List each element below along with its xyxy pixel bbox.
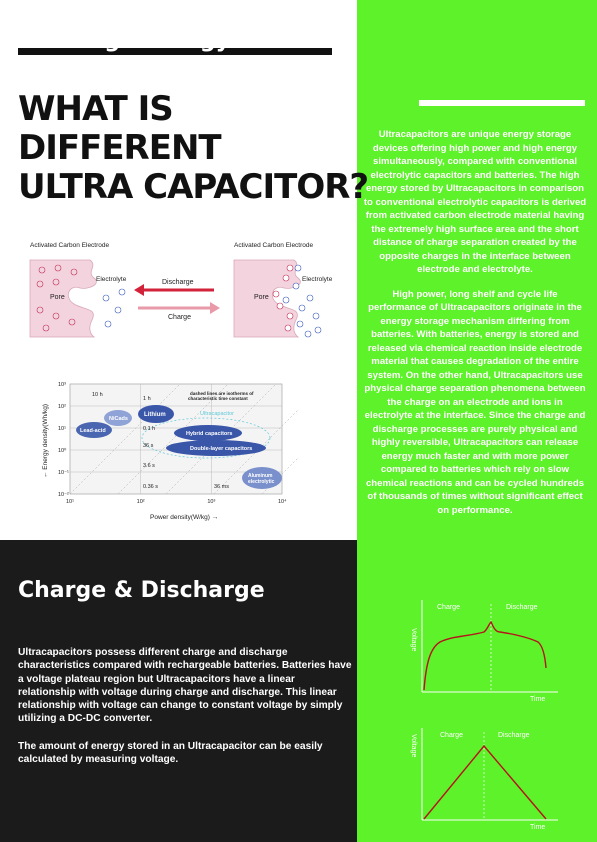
graph1-discharge-label: Discharge <box>506 604 538 611</box>
heading-line: ULTRA CAPACITOR? <box>18 167 369 207</box>
charge-discharge-body <box>18 646 352 780</box>
graph1-charge-label: Charge <box>437 604 460 611</box>
graph2-discharge-label: Discharge <box>498 732 530 739</box>
ragone-y-tick: 10² <box>58 404 66 410</box>
ragone-region-label: NiCads <box>109 416 128 422</box>
battery-voltage-graph <box>400 594 560 704</box>
ragone-time-label: 0.1 h <box>143 426 156 432</box>
ragone-time-label: 0.36 s <box>143 484 158 490</box>
ragone-y-tick: 10³ <box>58 382 66 388</box>
ragone-region-label: Hybrid capacitors <box>186 431 233 437</box>
ragone-y-tick: 10⁰ <box>58 448 67 454</box>
ragone-plot <box>38 370 298 522</box>
sidebar-body <box>363 128 587 528</box>
ragone-x-tick: 10³ <box>207 499 216 505</box>
graph2-xlabel: Time <box>530 824 546 831</box>
sidebar-title-line: & High Power <box>60 55 230 80</box>
graph2-charge-label: Charge <box>440 732 463 739</box>
charge-paragraph: Ultracapacitors possess different charge and discharge characteristics compared with rechargeable batteries. Batteries have a voltage plateau region but Ultracapacitors have a linear relationship with voltage during charge and discharge. This linear relationship with voltage can change to constant voltage by simply utilizing a DC-DC converter. <box>18 647 352 725</box>
ragone-xlabel: Power density(W/kg) → <box>150 514 219 521</box>
ragone-x-tick: 10⁴ <box>278 499 287 505</box>
graph1-ylabel: Voltage <box>410 628 417 652</box>
ragone-time-label: 3.6 s <box>143 463 155 469</box>
left-electrode-label: Activated Carbon Electrode <box>30 242 110 249</box>
ragone-region-label: Aluminum electrolytic <box>248 473 275 485</box>
left-pore-label: Pore <box>50 294 65 301</box>
ragone-region-label: Double-layer capacitors <box>190 446 253 452</box>
sidebar-title-line: High Energy <box>78 28 230 53</box>
ragone-ylabel: ← Energy density(Wh/kg) <box>42 403 49 478</box>
right-pore-label: Pore <box>254 294 269 301</box>
ragone-x-tick: 10¹ <box>66 499 74 505</box>
charge-label: Charge <box>168 314 191 321</box>
graph1-curve <box>424 622 546 690</box>
heading-line: DIFFERENT <box>18 128 221 168</box>
ragone-x-tick: 10² <box>136 499 145 505</box>
ragone-y-tick: 10⁻² <box>58 492 69 498</box>
sidebar-divider <box>419 100 585 106</box>
ragone-region-label: Lead-acid <box>80 428 106 434</box>
heading-line: WHAT IS <box>18 89 173 129</box>
ragone-y-tick: 10¹ <box>58 426 66 432</box>
electrode-diagram <box>28 238 332 340</box>
right-electrode-label: Activated Carbon Electrode <box>234 242 314 249</box>
ultracap-voltage-graph <box>400 724 560 834</box>
ragone-time-label: 1 h <box>143 396 151 402</box>
charge-discharge-title: Charge & Discharge <box>18 578 265 603</box>
graph1-xlabel: Time <box>530 696 546 703</box>
ragone-region-label: Ultracapacitor <box>200 411 234 417</box>
discharge-label: Discharge <box>162 279 194 286</box>
ragone-time-label: 36 ms <box>214 484 229 490</box>
sidebar-title <box>0 27 230 81</box>
ragone-time-label: 10 h <box>92 392 103 398</box>
left-electrolyte-label: Electrolyte <box>96 276 127 283</box>
charge-paragraph: The amount of energy stored in an Ultracapacitor can be easily calculated by measuring voltage. <box>18 740 323 766</box>
ragone-y-tick: 10⁻¹ <box>58 470 69 476</box>
ragone-time-label: 36 s <box>143 443 154 449</box>
graph2-curve <box>424 746 546 819</box>
right-electrolyte-label: Electrolyte <box>302 276 332 283</box>
sidebar-paragraph: Ultracapacitors are unique energy storage devices offering high power and high energy simultaneously, compared with conventional electrolytic capacitors and batteries. The high energy stored by Ultracapacitors in comparison to conventional electrolytic capacitors is derived from activated carbon electrode material having the extremely high surface area and the short distance of charge separation created by the opposite charges in the interface between electrode and electrolyte. <box>363 129 587 275</box>
graph2-ylabel: Voltage <box>410 734 417 758</box>
ragone-note: dashed lines are isotherms of characteristic time constant <box>188 391 254 401</box>
sidebar-paragraph: High power, long shelf and cycle life performance of Ultracapacitors originate in the energy storage mechanism differing from batteries. With batteries, energy is stored and released via chemical reaction inside electrode material that causes degradation of the entire system. On the other hand, Ultracapacitors use physical charge separation phenomena between the charge on an electrode and ions in electrolyte at the interface. Since the charge and discharge processes are purely physical and highly reversible, Ultracapacitors can release energy much faster and with more power compared to batteries which rely on slow chemical reactions and can be cycled hundreds of thousands of times without significant effect on performance. <box>364 288 586 516</box>
main-heading <box>18 90 368 207</box>
ragone-region-label: Lithium <box>144 412 166 418</box>
